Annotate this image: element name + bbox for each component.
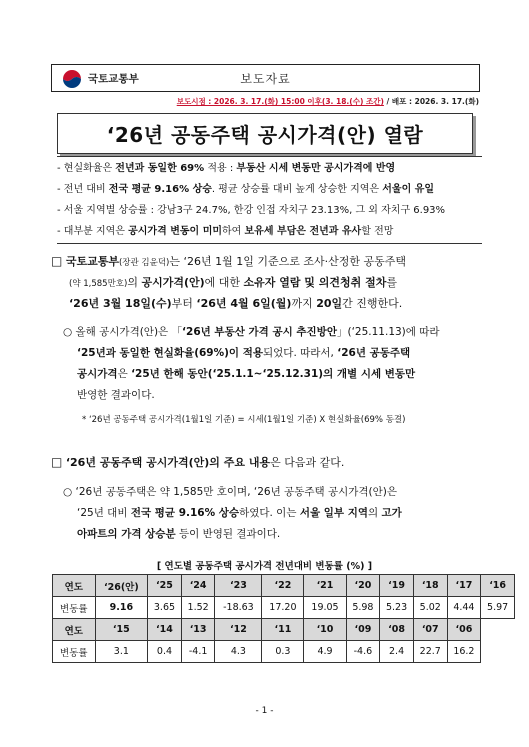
summary-line-2: - 전년 대비 전국 평균 9.16% 상승. 평균 상승률 대비 높게 상승한 지역은 서울이 유일 [57, 184, 435, 195]
row-header: 변동률 [53, 641, 96, 663]
table-cell: 3.1 [95, 641, 148, 663]
table-cell: 1.52 [181, 597, 215, 619]
table-cell: ‘17 [447, 575, 481, 597]
section2-sub-line-2: ‘25년 대비 전국 평균 9.16% 상승하였다. 이는 서울 일부 지역의 고가 [77, 507, 402, 519]
summary-line-3: - 서울 지역별 상승률 : 강남3구 24.7%, 한강 인접 자치구 23.13%, 그 외 자치구 6.93% [57, 205, 446, 216]
table-cell: ‘08 [380, 619, 414, 641]
row-header: 연도 [53, 619, 96, 641]
table-cell: ‘16 [481, 575, 515, 597]
table-cell: 4.44 [447, 597, 481, 619]
press-header [51, 64, 480, 92]
table-cell: 5.02 [413, 597, 447, 619]
row-header: 연도 [53, 575, 96, 597]
section1-sub-line-4: 반영한 결과이다. [77, 389, 155, 401]
table-cell: 2.4 [380, 641, 414, 663]
table-cell: ‘06 [447, 619, 481, 641]
table-cell: ‘20 [346, 575, 380, 597]
distribution-date: / 배포 : 2026. 3. 17.(화) [383, 97, 479, 106]
page-number: - 1 - [255, 706, 274, 716]
circle-bullet-icon: ○ [63, 326, 73, 338]
square-bullet-icon: □ [51, 254, 63, 268]
circle-bullet-icon: ○ [63, 486, 73, 498]
table-row [53, 619, 515, 641]
table-cell: 4.9 [304, 641, 346, 663]
title-box [57, 113, 473, 154]
summary-box [57, 156, 482, 244]
row-header: 변동률 [53, 597, 96, 619]
table-cell: ‘09 [346, 619, 380, 641]
table-cell: 0.4 [148, 641, 182, 663]
rate-table [52, 574, 515, 663]
table-cell: ‘24 [181, 575, 215, 597]
table-cell: ‘15 [95, 619, 148, 641]
section1-sub-line-3: 공시가격은 ‘25년 한해 동안(‘25.1.1~‘25.12.31)의 개별 시세 변동만 [77, 368, 416, 380]
section2-line-1: □ ‘26년 공동주택 공시가격(안)의 주요 내용은 다음과 같다. [51, 455, 345, 469]
table-cell: 17.20 [262, 597, 304, 619]
embargo-time: 보도시점 : 2026. 3. 17.(화) 15:00 이후(3. 18.(수) 조간) [176, 97, 384, 106]
table-cell: ‘14 [148, 619, 182, 641]
section1-line-1: □ 국토교통부(장관 김윤덕)는 ‘26년 1월 1일 기준으로 조사·산정한 공동주택 [51, 254, 406, 268]
summary-line-1: - 현실화율은 전년과 동일한 69% 적용 : 부동산 시세 변동만 공시가격에 반영 [57, 163, 396, 174]
table-cell: 9.16 [95, 597, 148, 619]
empty-cell [481, 619, 515, 641]
embargo-line [177, 96, 479, 107]
table-cell: ‘19 [380, 575, 414, 597]
table-cell: ‘18 [413, 575, 447, 597]
table-cell: -4.6 [346, 641, 380, 663]
table-cell: -18.63 [215, 597, 262, 619]
table-cell: 5.98 [346, 597, 380, 619]
section2-sub-line-3: 아파트의 가격 상승분 등이 반영된 결과이다. [77, 528, 281, 540]
table-cell: 19.05 [304, 597, 346, 619]
table-cell: 5.97 [481, 597, 515, 619]
page-title: ‘26년 공동주택 공시가격(안) 열람 [106, 123, 424, 147]
table-row [53, 597, 515, 619]
table-cell: ‘12 [215, 619, 262, 641]
ministry-name: 국토교통부 [88, 73, 139, 85]
table-cell: ‘07 [413, 619, 447, 641]
table-row [53, 641, 515, 663]
table-cell: ‘22 [262, 575, 304, 597]
table-cell: -4.1 [181, 641, 215, 663]
section1-line-2: (약 1,585만호)의 공시가격(안)에 대한 소유자 열람 및 의견청취 절차를 [69, 276, 397, 289]
table-cell: ‘21 [304, 575, 346, 597]
table-cell: ‘26(안) [95, 575, 148, 597]
table-cell: ‘25 [148, 575, 182, 597]
table-cell: 0.3 [262, 641, 304, 663]
section1-sub-line-2: ‘25년과 동일한 현실화율(69%)이 적용되었다. 따라서, ‘26년 공동주택 [77, 347, 411, 359]
square-bullet-icon: □ [51, 455, 63, 469]
section1-sub-line-1: ○ 올해 공시가격(안)은 「‘26년 부동산 가격 공시 추진방안」(‘25.11.13)에 따라 [63, 326, 440, 338]
section1-line-3: ‘26년 3월 18일(수)부터 ‘26년 4월 6일(월)까지 20일간 진행한다. [69, 297, 403, 310]
table-cell: 22.7 [413, 641, 447, 663]
table-row [53, 575, 515, 597]
table-cell: 4.3 [215, 641, 262, 663]
empty-cell [481, 641, 515, 663]
document-type: 보도자료 [240, 72, 291, 86]
table-cell: ‘10 [304, 619, 346, 641]
section1-footnote: * ‘26년 공동주택 공시가격(1월1일 기준) = 시세(1월1일 기준) X 현실화율(69% 동결) [82, 415, 406, 425]
table-cell: ‘13 [181, 619, 215, 641]
section2-sub-line-1: ○ ‘26년 공동주택은 약 1,585만 호이며, ‘26년 공동주택 공시가격(안)은 [63, 486, 398, 498]
summary-line-4: - 대부분 지역은 공시가격 변동이 미미하여 보유세 부담은 전년과 유사할 전망 [57, 226, 394, 237]
table-cell: ‘23 [215, 575, 262, 597]
table-cell: 5.23 [380, 597, 414, 619]
table-cell: ‘11 [262, 619, 304, 641]
table-cell: 16.2 [447, 641, 481, 663]
table-cell: 3.65 [148, 597, 182, 619]
table-title: [ 연도별 공동주택 공시가격 전년대비 변동률 (%) ] [156, 561, 373, 572]
